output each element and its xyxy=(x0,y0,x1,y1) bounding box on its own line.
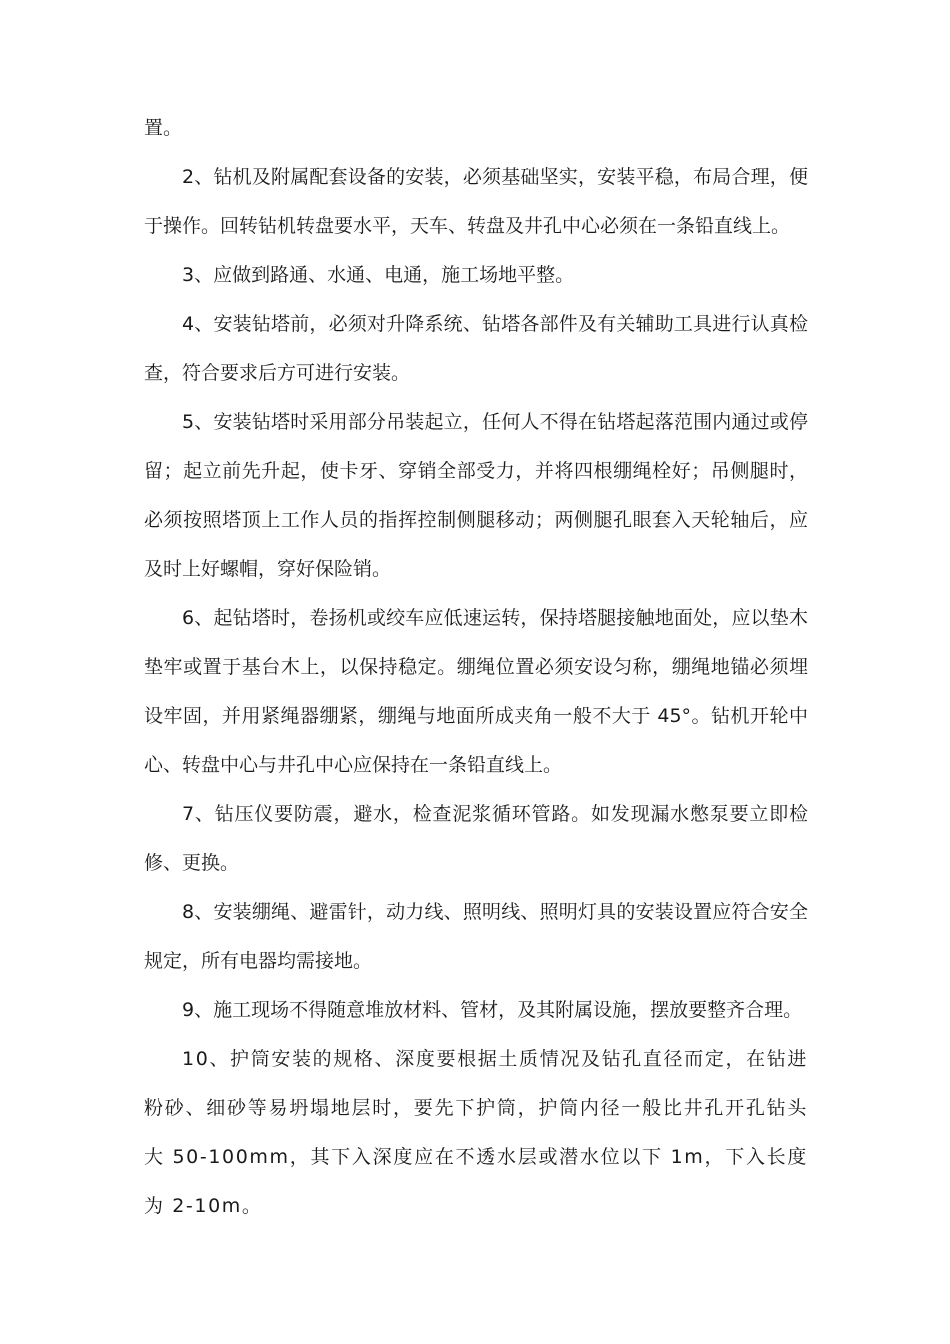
paragraph-item-3: 3、应做到路通、水通、电通，施工场地平整。 xyxy=(182,264,575,286)
paragraph-item-6: 6、起钻塔时，卷扬机或绞车应低速运转，保持塔腿接触地面处，应以垫木垫牢或置于基台木上，以保持稳定。绷绳位置必须安设匀称，绷绳地锚必须埋设牢固，并用紧绳器绷紧，绷绳与地面所成夹角一般不大于 45°。钻机开轮中心、转盘中心与井孔中心应保持在一条铅直线上。 xyxy=(144,607,808,776)
paragraph-item-4: 4、安装钻塔前，必须对升降系统、钻塔各部件及有关辅助工具进行认真检查，符合要求后方可进行安装。 xyxy=(144,313,808,384)
document-body xyxy=(144,104,808,1231)
paragraph-continuation: 置。 xyxy=(144,117,183,139)
paragraph-item-5: 5、安装钻塔时采用部分吊装起立，任何人不得在钻塔起落范围内通过或停留；起立前先升起，使卡牙、穿销全部受力，并将四根绷绳栓好；吊侧腿时，必须按照塔顶上工作人员的指挥控制侧腿移动；两侧腿孔眼套入天轮轴后，应及时上好螺帽，穿好保险销。 xyxy=(144,411,808,580)
paragraph-item-7: 7、钻压仪要防震，避水，检查泥浆循环管路。如发现漏水憋泵要立即检修、更换。 xyxy=(144,803,808,874)
paragraph-item-8: 8、安装绷绳、避雷针，动力线、照明线、照明灯具的安装设置应符合安全规定，所有电器均需接地。 xyxy=(144,901,808,972)
paragraph-item-9: 9、施工现场不得随意堆放材料、管材，及其附属设施，摆放要整齐合理。 xyxy=(182,999,803,1021)
paragraph-item-10: 10、护筒安装的规格、深度要根据土质情况及钻孔直径而定，在钻进粉砂、细砂等易坍塌地层时，要先下护筒，护筒内径一般比井孔开孔钻头大 50-100mm，其下入深度应在不透水层或潜水位以下 1m，下入长度为 2-10m。 xyxy=(144,1048,808,1217)
paragraph-item-2: 2、钻机及附属配套设备的安装，必须基础坚实，安装平稳，布局合理，便于操作。回转钻机转盘要水平，天车、转盘及井孔中心必须在一条铅直线上。 xyxy=(144,166,808,237)
